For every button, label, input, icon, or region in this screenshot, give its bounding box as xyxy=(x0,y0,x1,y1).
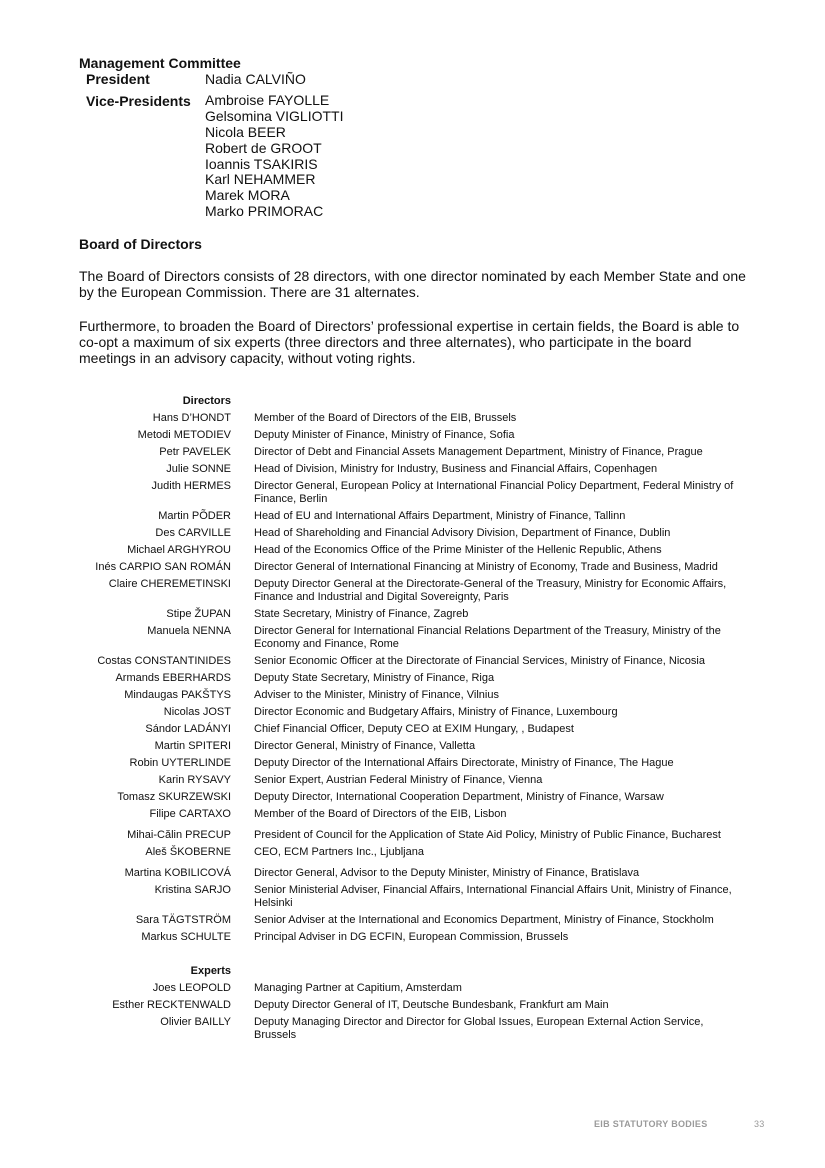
member-role: Senior Adviser at the International and Economics Department, Ministry of Finance, Stockholm xyxy=(254,914,714,926)
member-role: Head of Shareholding and Financial Advisory Division, Department of Finance, Dublin xyxy=(254,527,671,539)
member-name: Armands EBERHARDS xyxy=(115,672,231,684)
member-name: Kristina SARJO xyxy=(154,884,231,896)
management-committee-title: Management Committee xyxy=(79,55,241,71)
member-name: Manuela NENNA xyxy=(147,625,231,637)
directors-heading: Directors xyxy=(182,395,231,407)
member-name: Tomasz SKURZEWSKI xyxy=(117,791,231,803)
experts-heading: Experts xyxy=(190,965,231,977)
member-name: Claire CHEREMETINSKI xyxy=(108,578,231,590)
vice-president-name: Nicola BEER xyxy=(205,123,286,140)
member-role: Member of the Board of Directors of the EIB, Brussels xyxy=(254,412,517,424)
member-role: Senior Economic Officer at the Directorate of Financial Services, Ministry of Finance, Nicosia xyxy=(254,655,705,667)
member-role: Deputy Director of the International Affairs Directorate, Ministry of Finance, The Hague xyxy=(254,757,674,769)
member-role: Managing Partner at Capitium, Amsterdam xyxy=(254,982,462,994)
member-name: Costas CONSTANTINIDES xyxy=(97,655,231,667)
member-name: Mindaugas PAKŠTYS xyxy=(124,689,231,701)
member-name: Petr PAVELEK xyxy=(159,446,231,458)
member-role: Deputy Minister of Finance, Ministry of Finance, Sofia xyxy=(254,429,515,441)
member-role: Adviser to the Minister, Ministry of Finance, Vilnius xyxy=(254,689,499,701)
member-name: Martin SPITERI xyxy=(154,740,231,752)
member-role: Deputy Director, International Cooperation Department, Ministry of Finance, Warsaw xyxy=(254,791,664,803)
member-name: Martina KOBILICOVÁ xyxy=(124,867,231,879)
member-name: Michael ARGHYROU xyxy=(127,544,231,556)
president-label: President xyxy=(86,71,150,87)
member-role: Director General, Advisor to the Deputy Minister, Ministry of Finance, Bratislava xyxy=(254,867,640,879)
member-role: Director General for International Financial Relations Department of the Treasury, Ministry of the Economy and Finance, Rome xyxy=(254,625,721,650)
member-role: Deputy Director General at the Directorate-General of the Treasury, Ministry for Economic Affairs, Finance and Industrial and Digital Sovereignty, Paris xyxy=(254,578,727,603)
member-name: Stipe ŽUPAN xyxy=(166,608,231,620)
member-role: President of Council for the Application of State Aid Policy, Ministry of Public Finance, Bucharest xyxy=(254,829,721,841)
member-name: Esther RECKTENWALD xyxy=(112,999,231,1011)
member-role: Director Economic and Budgetary Affairs, Ministry of Finance, Luxembourg xyxy=(254,706,618,718)
member-role: Deputy State Secretary, Ministry of Finance, Riga xyxy=(254,672,495,684)
vice-president-name: Marek MORA xyxy=(205,187,290,204)
president-name: Nadia CALVIÑO xyxy=(205,71,306,87)
member-name: Filipe CARTAXO xyxy=(149,808,231,820)
member-role: Head of the Economics Office of the Prime Minister of the Hellenic Republic, Athens xyxy=(254,544,662,556)
member-name: Markus SCHULTE xyxy=(141,931,231,943)
footer-section-label: EIB STATUTORY BODIES xyxy=(594,1119,708,1129)
member-role: State Secretary, Ministry of Finance, Zagreb xyxy=(254,608,469,620)
member-name: Julie SONNE xyxy=(166,463,231,475)
vice-president-name: Robert de GROOT xyxy=(205,139,322,156)
member-name: Des CARVILLE xyxy=(155,527,231,539)
member-role: Senior Expert, Austrian Federal Ministry of Finance, Vienna xyxy=(254,774,543,786)
member-name: Karin RYSAVY xyxy=(158,774,231,786)
board-paragraph-composition: The Board of Directors consists of 28 directors, with one director nominated by each Member State and one by the European Commission. There are 31 alternates. xyxy=(79,268,746,300)
member-role: Chief Financial Officer, Deputy CEO at EXIM Hungary, , Budapest xyxy=(254,723,574,735)
vice-presidents-label: Vice-Presidents xyxy=(86,93,191,109)
vice-president-name: Ambroise FAYOLLE xyxy=(205,92,330,108)
member-role: CEO, ECM Partners Inc., Ljubljana xyxy=(254,846,424,858)
member-name: Joes LEOPOLD xyxy=(152,982,231,994)
board-paragraph-experts: Furthermore, to broaden the Board of Directors’ professional expertise in certain fields, the Board is able to co-opt a maximum of six experts (three directors and three alternates), who participate in the board meetings in an advisory capacity, without voting rights. xyxy=(79,318,740,366)
member-role: Director General of International Financing at Ministry of Economy, Trade and Business, Madrid xyxy=(254,561,718,573)
vice-president-name: Karl NEHAMMER xyxy=(205,171,316,188)
vice-president-name: Gelsomina VIGLIOTTI xyxy=(205,107,344,124)
member-name: Sándor LADÁNYI xyxy=(145,723,231,735)
member-name: Robin UYTERLINDE xyxy=(129,757,231,769)
vice-president-name: Ioannis TSAKIRIS xyxy=(205,155,318,172)
member-name: Metodi METODIEV xyxy=(137,429,231,441)
vice-presidents-list xyxy=(205,93,343,220)
member-role: Principal Adviser in DG ECFIN, European Commission, Brussels xyxy=(254,931,569,943)
board-of-directors-title: Board of Directors xyxy=(79,236,202,252)
member-role: Head of EU and International Affairs Department, Ministry of Finance, Tallinn xyxy=(254,510,626,522)
page-number: 33 xyxy=(754,1119,765,1129)
member-name: Hans D’HONDT xyxy=(152,412,231,424)
member-name: Sara TÄGTSTRÖM xyxy=(135,914,231,926)
member-name: Mihai-Călin PRECUP xyxy=(127,829,231,841)
member-role: Senior Ministerial Adviser, Financial Affairs, International Financial Affairs Unit, Ministry of Finance, Helsinki xyxy=(254,884,732,909)
member-role: Head of Division, Ministry for Industry, Business and Financial Affairs, Copenhagen xyxy=(254,463,658,475)
member-role: Deputy Managing Director and Director for Global Issues, European External Action Service, Brussels xyxy=(254,1016,704,1041)
member-name: Inés CARPIO SAN ROMÁN xyxy=(95,561,231,573)
member-name: Martin PÕDER xyxy=(158,510,231,522)
member-name: Judith HERMES xyxy=(151,480,231,492)
vice-president-name: Marko PRIMORAC xyxy=(205,203,324,220)
member-name: Aleš ŠKOBERNE xyxy=(145,846,231,858)
member-name: Nicolas JOST xyxy=(163,706,231,718)
member-role: Director of Debt and Financial Assets Management Department, Ministry of Finance, Prague xyxy=(254,446,703,458)
member-role: Member of the Board of Directors of the EIB, Lisbon xyxy=(254,808,507,820)
member-name: Olivier BAILLY xyxy=(160,1016,231,1028)
member-role: Deputy Director General of IT, Deutsche Bundesbank, Frankfurt am Main xyxy=(254,999,609,1011)
member-role: Director General, European Policy at International Financial Policy Department, Federal Ministry of Finance, Berlin xyxy=(254,480,734,505)
member-role: Director General, Ministry of Finance, Valletta xyxy=(254,740,476,752)
